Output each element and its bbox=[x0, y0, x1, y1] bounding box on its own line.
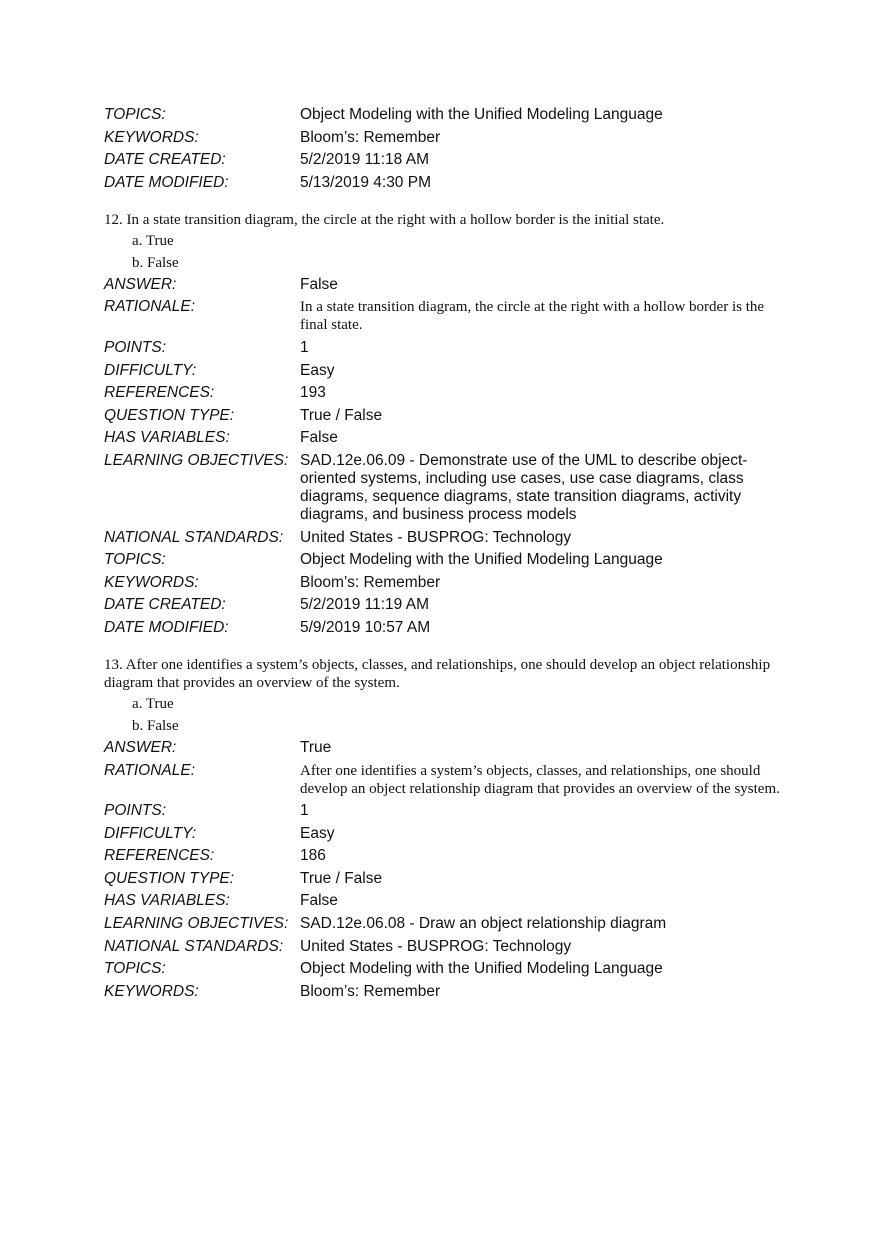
meta-value: Bloom’s: Remember bbox=[300, 982, 441, 1000]
meta-value: Bloom’s: Remember bbox=[300, 573, 441, 591]
question-13-option-a: a. True bbox=[132, 695, 174, 712]
meta-label: NATIONAL STANDARDS: bbox=[104, 937, 284, 955]
meta-value: False bbox=[300, 275, 338, 293]
meta-value: United States - BUSPROG: Technology bbox=[300, 528, 572, 546]
meta-national-standards bbox=[104, 938, 784, 956]
meta-label: RATIONALE: bbox=[104, 761, 196, 779]
test-bank-page bbox=[104, 106, 784, 1005]
meta-label: KEYWORDS: bbox=[104, 982, 199, 1000]
meta-rationale bbox=[104, 762, 784, 798]
meta-value: 1 bbox=[300, 338, 309, 356]
meta-value: Object Modeling with the Unified Modeling Language bbox=[300, 551, 663, 569]
meta-label: DATE MODIFIED: bbox=[104, 618, 229, 636]
question-13-text: 13. After one identifies a system’s objects, classes, and relationships, one should develop an object relationship diagram that provides an overview of the system. bbox=[104, 656, 771, 691]
meta-keywords bbox=[104, 129, 784, 147]
meta-topics bbox=[104, 106, 784, 124]
meta-value: SAD.12e.06.09 - Demonstrate use of the UML to describe object-oriented systems, including use cases, use case diagrams, class diagrams, sequence diagrams, state transition diagrams, activity diagrams, and business process models bbox=[300, 451, 748, 523]
question-13-option-b: b. False bbox=[132, 717, 179, 734]
meta-value: Object Modeling with the Unified Modeling Language bbox=[300, 960, 663, 978]
meta-label: ANSWER: bbox=[104, 275, 177, 293]
meta-difficulty bbox=[104, 825, 784, 843]
meta-label: TOPICS: bbox=[104, 960, 166, 978]
meta-value: Bloom’s: Remember bbox=[300, 128, 441, 146]
meta-label: LEARNING OBJECTIVES: bbox=[104, 451, 289, 469]
meta-points bbox=[104, 339, 784, 357]
meta-value: False bbox=[300, 892, 338, 910]
meta-learning-objectives bbox=[104, 915, 784, 933]
meta-rationale bbox=[104, 298, 784, 334]
meta-value: True / False bbox=[300, 406, 383, 424]
meta-label: DIFFICULTY: bbox=[104, 361, 197, 379]
meta-value: 186 bbox=[300, 847, 326, 865]
meta-value: SAD.12e.06.08 - Draw an object relationship diagram bbox=[300, 915, 667, 933]
meta-value: United States - BUSPROG: Technology bbox=[300, 937, 572, 955]
meta-label: DIFFICULTY: bbox=[104, 824, 197, 842]
meta-has-variables bbox=[104, 892, 784, 910]
meta-references bbox=[104, 384, 784, 402]
meta-label: DATE MODIFIED: bbox=[104, 173, 229, 191]
meta-value: 1 bbox=[300, 802, 309, 820]
question-12-text: 12. In a state transition diagram, the circle at the right with a hollow border is the initial state. bbox=[104, 211, 665, 228]
meta-label: KEYWORDS: bbox=[104, 128, 199, 146]
meta-value: Easy bbox=[300, 824, 335, 842]
meta-difficulty bbox=[104, 362, 784, 380]
meta-label: QUESTION TYPE: bbox=[104, 406, 235, 424]
meta-value: True bbox=[300, 738, 332, 756]
meta-label: NATIONAL STANDARDS: bbox=[104, 528, 284, 546]
meta-topics bbox=[104, 551, 784, 569]
meta-topics bbox=[104, 960, 784, 978]
meta-label: ANSWER: bbox=[104, 738, 177, 756]
meta-value: True / False bbox=[300, 869, 383, 887]
meta-label: REFERENCES: bbox=[104, 847, 215, 865]
question-12-option-a: a. True bbox=[132, 232, 174, 249]
meta-value: 5/2/2019 11:19 AM bbox=[300, 596, 429, 614]
meta-value: False bbox=[300, 429, 338, 447]
meta-label: RATIONALE: bbox=[104, 298, 196, 316]
meta-value: 5/2/2019 11:18 AM bbox=[300, 151, 429, 169]
meta-value: 193 bbox=[300, 384, 326, 402]
meta-points bbox=[104, 802, 784, 820]
meta-date-created bbox=[104, 596, 784, 614]
meta-references bbox=[104, 847, 784, 865]
meta-question-type bbox=[104, 407, 784, 425]
meta-label: DATE CREATED: bbox=[104, 596, 226, 614]
meta-value: Easy bbox=[300, 361, 335, 379]
meta-question-type bbox=[104, 870, 784, 888]
meta-label: TOPICS: bbox=[104, 106, 166, 123]
meta-label: LEARNING OBJECTIVES: bbox=[104, 915, 289, 933]
meta-has-variables bbox=[104, 429, 784, 447]
meta-date-modified bbox=[104, 174, 784, 192]
meta-label: DATE CREATED: bbox=[104, 151, 226, 169]
meta-date-modified bbox=[104, 619, 784, 637]
meta-learning-objectives bbox=[104, 452, 784, 524]
meta-keywords bbox=[104, 574, 784, 592]
meta-value: 5/9/2019 10:57 AM bbox=[300, 618, 431, 636]
meta-date-created bbox=[104, 151, 784, 169]
question-12-option-b: b. False bbox=[132, 254, 179, 271]
meta-national-standards bbox=[104, 529, 784, 547]
meta-keywords bbox=[104, 983, 784, 1001]
meta-value: After one identifies a system’s objects, classes, and relationships, one should develop an object relationship diagram that provides an overview of the system. bbox=[300, 762, 780, 797]
meta-label: HAS VARIABLES: bbox=[104, 429, 230, 447]
meta-label: TOPICS: bbox=[104, 551, 166, 569]
meta-value: In a state transition diagram, the circle at the right with a hollow border is the final state. bbox=[300, 299, 765, 334]
meta-label: POINTS: bbox=[104, 338, 167, 356]
meta-label: QUESTION TYPE: bbox=[104, 869, 235, 887]
meta-answer bbox=[104, 739, 784, 757]
meta-answer bbox=[104, 276, 784, 294]
meta-value: 5/13/2019 4:30 PM bbox=[300, 173, 431, 191]
meta-label: REFERENCES: bbox=[104, 384, 215, 402]
meta-label: KEYWORDS: bbox=[104, 573, 199, 591]
meta-label: HAS VARIABLES: bbox=[104, 892, 230, 910]
meta-label: POINTS: bbox=[104, 802, 167, 820]
meta-value: Object Modeling with the Unified Modeling Language bbox=[300, 106, 663, 123]
